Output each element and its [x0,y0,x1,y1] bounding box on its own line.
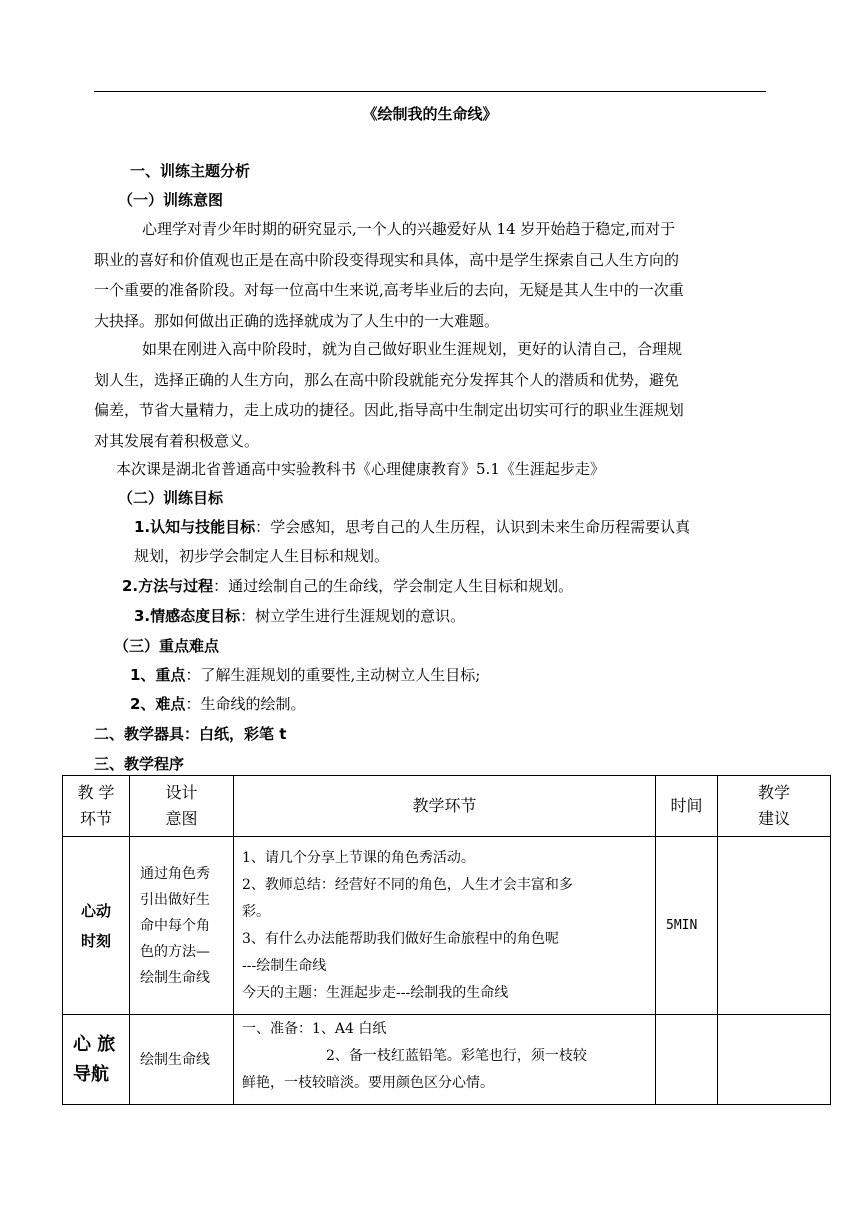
goal-2-text: ：通过绘制自己的生命线，学会制定人生目标和规划。 [213,577,574,595]
header-stage [63,776,130,837]
section3-heading: 三、教学程序 [94,755,185,773]
content-line: 彩。 [242,903,270,920]
header-intent [130,776,234,837]
stage-line1: 心动 [80,901,111,920]
para2-line: 对其发展有着积极意义。 [94,431,260,450]
stage-line2: 导航 [73,1063,109,1085]
paragraph-intent-2 [94,339,768,461]
para1-line: 职业的喜好和价值观也正是在高中阶段变得现实和具体，高中是学生探索自己人生方向的 [94,250,680,269]
table-row [63,1015,831,1105]
key-point-2-label: 2、难点 [130,695,186,713]
header-rule [94,91,766,92]
goal-1 [134,517,690,537]
goal-2-label: 2.方法与过程 [122,577,214,595]
key-point-1 [130,665,480,685]
stage-line2: 时刻 [80,931,111,950]
para1-line: 心理学对青少年时期的研究显示,一个人的兴趣爱好从 14 岁开始趋于稳定,而对于 [142,220,676,238]
suggestion-cell [718,1015,831,1105]
section2-heading: 二、教学器具：白纸，彩笔 t [94,725,287,743]
para2-line: 如果在刚进入高中阶段时，就为自己做好职业生涯规划，更好的认清自己，合理规 [142,340,683,358]
intent-line: 通过角色秀 [140,865,210,882]
teaching-procedure-table [62,775,831,1105]
para2-line: 划人生，选择正确的人生方向，那么在高中阶段就能充分发挥其个人的潜质和优势，避免 [94,370,680,389]
key-point-1-label: 1、重点 [130,666,186,684]
table-row [63,837,831,1015]
content-line: 1、请几个分享上节课的角色秀活动。 [242,849,475,866]
goal-1-text: ：学会感知，思考自己的人生历程，认识到未来生命历程需要认真 [255,518,691,536]
section1-heading: 一、训练主题分析 [130,162,251,180]
table-header-row [63,776,831,837]
key-point-2-text: ：生命线的绘制。 [185,695,306,713]
stage-cell [63,837,130,1015]
header-stage-line2: 环节 [79,809,112,828]
content-line: 2、教师总结：经营好不同的角色，人生才会丰富和多 [242,876,573,893]
goal-1-continued: 规划，初步学会制定人生目标和规划。 [134,547,390,565]
key-point-2 [130,694,305,714]
intent-cell [130,837,234,1015]
intent-line: 命中每个角 [140,917,210,934]
stage-line1: 心 旅 [73,1033,116,1055]
time-cell [656,1015,718,1105]
intent-line: 引出做好生 [140,891,210,908]
content-cell [234,1015,656,1105]
content-line: ---绘制生命线 [242,957,327,974]
header-stage-line1: 教 学 [77,783,115,802]
para2-line: 偏差，节省大量精力，走上成功的捷径。因此,指导高中生制定出切实可行的职业生涯规划 [94,401,684,419]
header-content: 教学环节 [234,776,656,837]
para1-line: 大抉择。那如何做出正确的选择就成为了人生中的一大难题。 [94,311,500,330]
goal-1-label: 1.认知与技能目标 [134,518,256,536]
content-line: 鲜艳，一枝较暗淡。要用颜色区分心情。 [242,1075,494,1091]
time-cell: 5MIN [656,837,718,1015]
para1-line: 一个重要的准备阶段。对每一位高中生来说,高考毕业后的去向，无疑是其人生中的一次重 [94,281,684,299]
content-line: 3、有什么办法能帮助我们做好生命旅程中的角色呢 [242,930,559,947]
subheading-intent: （一）训练意图 [118,191,224,209]
content-line: 一、准备：1、A4 白纸 [242,1021,387,1037]
key-point-1-text: ：了解生涯规划的重要性,主动树立人生目标; [185,666,481,684]
stage-cell [63,1015,130,1105]
content-line: 2、备一枝红蓝铅笔。彩笔也行，须一枝较 [326,1048,587,1064]
intent-cell: 绘制生命线 [130,1015,234,1105]
textbook-reference: 本次课是湖北省普通高中实验教科书《心理健康教育》5.1《生涯起步走》 [116,460,605,478]
header-intent-line1: 设计 [165,783,198,802]
header-time: 时间 [656,776,718,837]
goal-2 [122,576,573,596]
header-suggestion [718,776,831,837]
intent-line: 绘制生命线 [140,969,210,986]
intent-line: 色的方法— [140,943,210,960]
header-suggestion-line2: 建议 [757,809,790,828]
content-cell [234,837,656,1015]
goal-3 [134,606,465,626]
header-suggestion-line1: 教学 [757,783,790,802]
goal-3-text: ：树立学生进行生涯规划的意识。 [240,607,466,625]
paragraph-intent-1 [94,219,768,341]
subheading-goals: （二）训练目标 [118,489,224,507]
header-intent-line2: 意图 [165,809,198,828]
goal-3-label: 3.情感态度目标 [134,607,241,625]
document-title: 《绘制我的生命线》 [362,105,498,123]
content-line: 今天的主题：生涯起步走---绘制我的生命线 [242,984,509,1001]
suggestion-cell [718,837,831,1015]
subheading-keypoints: （三）重点难点 [114,637,220,655]
